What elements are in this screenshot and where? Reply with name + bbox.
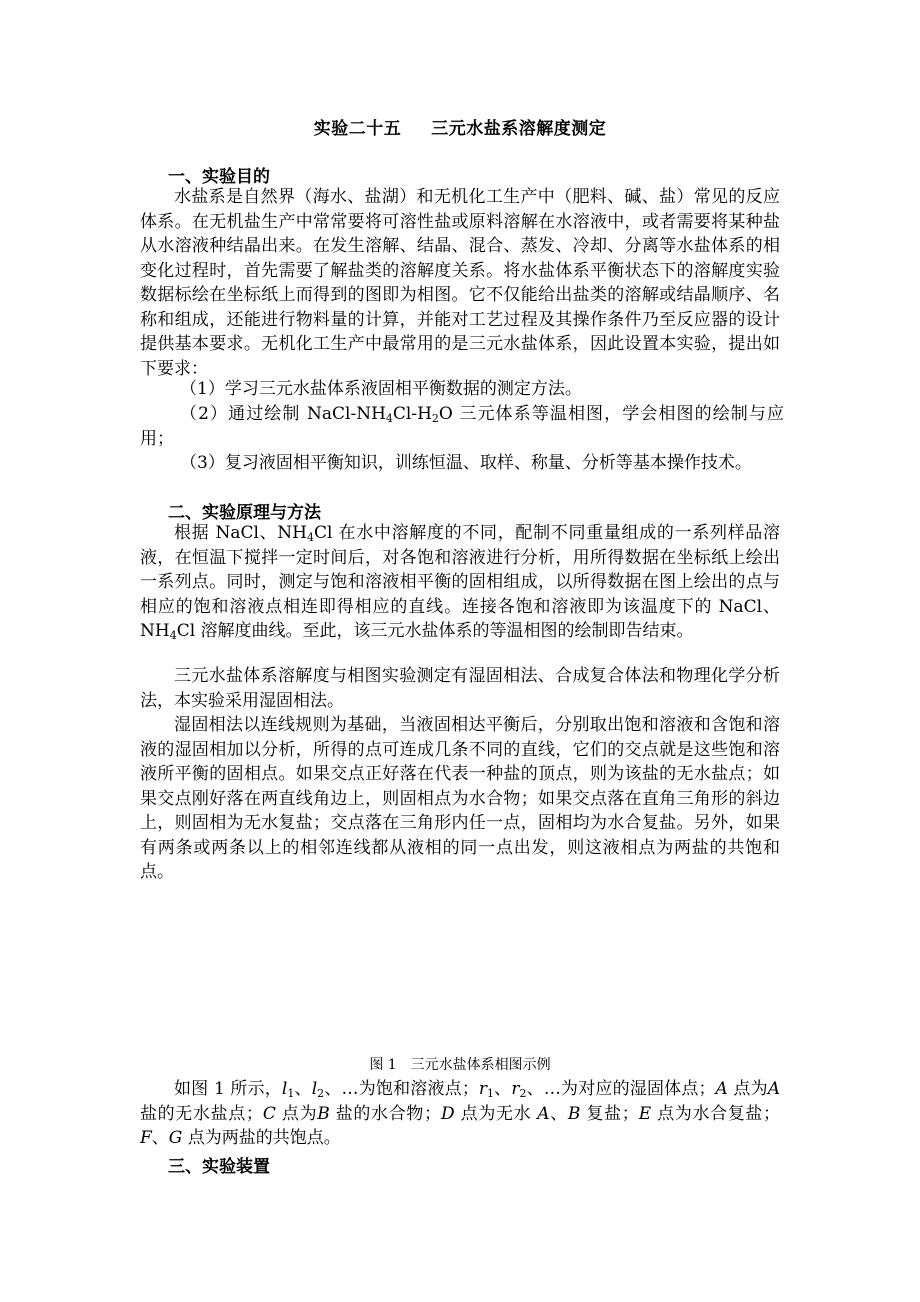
objective-item-2: （2）通过绘制 NaCl-$NH_4Cl-H_2O$ 三元体系等温相图，学会相图的绘制与应用； — [140, 404, 785, 449]
objective-item-1: （1）学习三元水盐体系液固相平衡数据的测定方法。 — [180, 379, 582, 399]
page-title — [0, 114, 920, 139]
figure-label: 图 1 — [369, 1057, 397, 1073]
figure-caption — [0, 1054, 920, 1074]
section-heading-apparatus: 三、实验装置 — [168, 1157, 270, 1177]
principle-paragraph-2: 三元水盐体系溶解度与相图实验测定有湿固相法、合成复合体法和物理化学分析法，本实验采用湿固相法。 — [140, 666, 780, 711]
objectives-paragraph: 水盐系是自然界（海水、盐湖）和无机化工生产中（肥料、碱、盐）常见的反应体系。在无机盐生产中常常要将可溶性盐或原料溶解在水溶液中，或者需要将某种盐从水溶液种结晶出来。在发生溶解、结晶、混合、蒸发、冷却、分离等水盐体系的相变化过程时，首先需要了解盐类的溶解度关系。将水盐体系平衡状态下的溶解度实验数据标绘在坐标纸上而得到的图即为相图。它不仅能给出盐类的溶解或结晶顺序、名称和组成，还能进行物料量的计算，并能对工艺过程及其操作条件乃至反应器的设计提供基本要求。无机化工生产中最常用的是三元水盐体系，因此设置本实验，提出如下要求： — [140, 187, 780, 379]
section-heading-principle: 二、实验原理与方法 — [168, 503, 321, 523]
principle-paragraph-1: 根据 NaCl、$NH_4Cl$ 在水中溶解度的不同，配制不同重量组成的一系列样品溶液，在恒温下搅拌一定时间后，对各饱和溶液进行分析，用所得数据在坐标纸上绘出一系列点。同时，测定与饱和溶液相平衡的固相组成，以所得数据在图上绘出的点与相应的饱和溶液点相连即得相应的直线。连接各饱和溶液即为该温度下的 NaCl、$NH_4Cl$ 溶解度曲线。至此，该三元水盐体系的等温相图的绘制即告结束。 — [140, 523, 780, 642]
figure-caption-text: 三元水盐体系相图示例 — [410, 1057, 551, 1073]
objective-item-3: （3）复习液固相平衡知识，训练恒温、取样、称量、分析等基本操作技术。 — [180, 453, 752, 473]
experiment-number: 实验二十五 — [313, 119, 402, 139]
principle-paragraph-3: 湿固相法以连线规则为基础，当液固相达平衡后，分别取出饱和溶液和含饱和溶液的湿固相加以分析，所得的点可连成几条不同的直线，它们的交点就是这些饱和溶液所平衡的固相点。如果交点正好落在代表一种盐的顶点，则为该盐的无水盐点；如果交点刚好落在两直线角边上，则固相点为水合物；如果交点落在直角三角形的斜边上，则固相为无水复盐；交点落在三角形内任一点，固相均为水合复盐。另外，如果有两条或两条以上的相邻连线都从液相的同一点出发，则这液相点为两盐的共饱和点。 — [140, 715, 780, 882]
section-heading-objectives: 一、实验目的 — [168, 167, 270, 187]
figure-explanation: 如图 1 所示，$l_1$、$l_2$、…为饱和溶液点；$r_1$、$r_2$、…为对应的湿固体点；A 点为A 盐的无水盐点；C 点为B 盐的水合物；D 点为无水 A、B 复盐；E 点为水合复盐；F、G 点为两盐的共饱点。 — [140, 1079, 781, 1148]
experiment-name: 三元水盐系溶解度测定 — [431, 119, 607, 139]
